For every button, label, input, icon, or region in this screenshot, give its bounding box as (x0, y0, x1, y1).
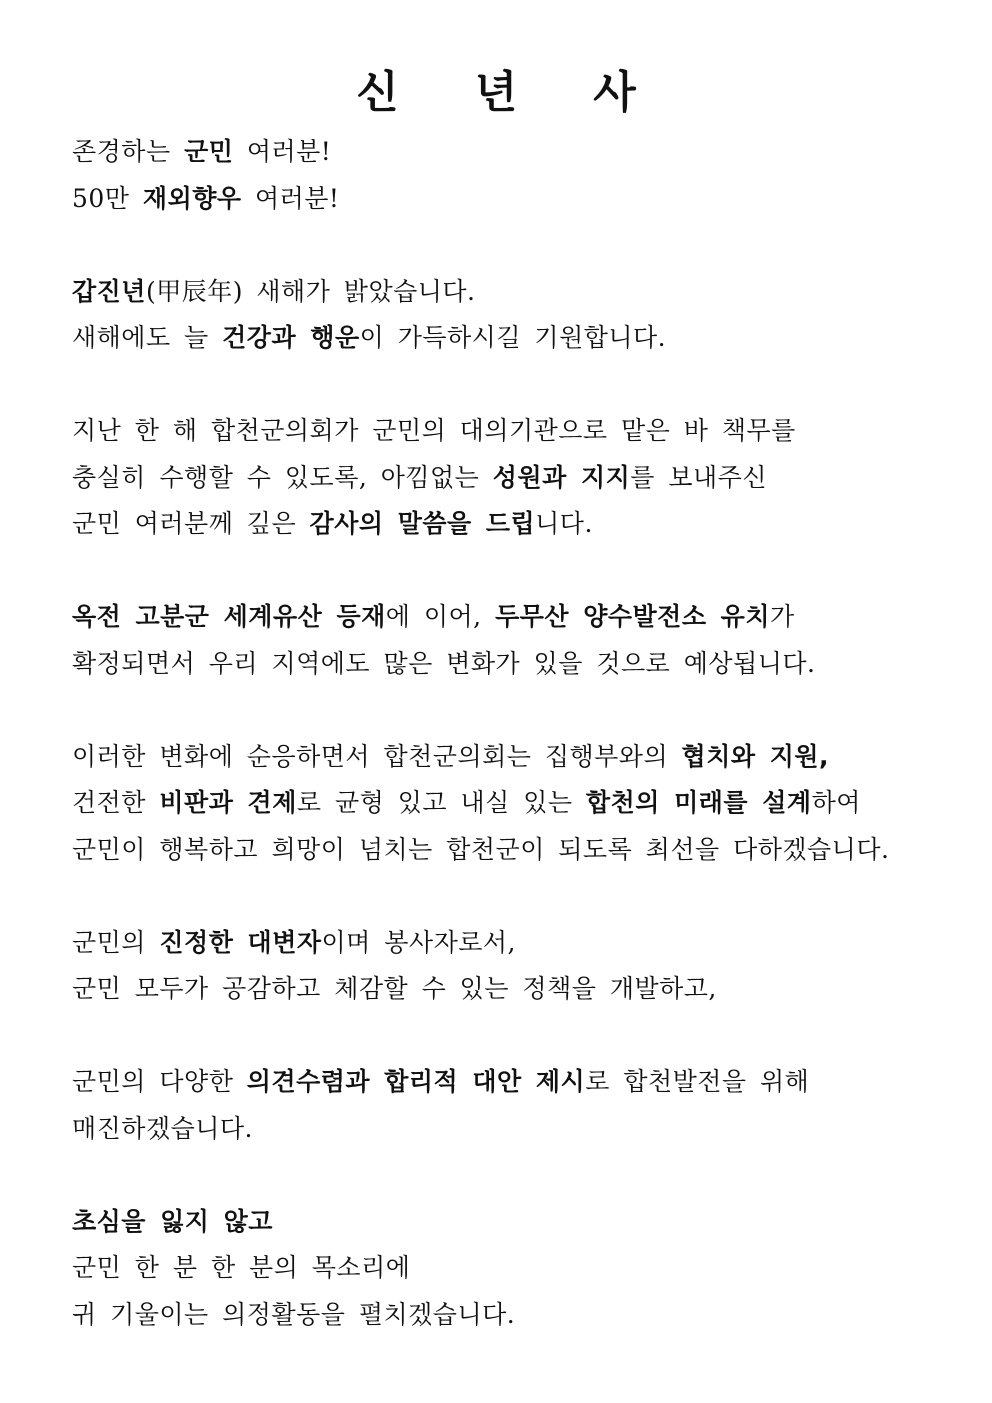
text-line (72, 1059, 952, 1106)
body-text: 매진하겠습니다. (72, 1113, 253, 1143)
emphasis-text: 비판과 견제 (159, 788, 297, 817)
body-text: 가 (769, 602, 795, 631)
emphasis-text: 의견수렴과 합리적 대안 제시 (246, 1067, 586, 1096)
text-line (72, 455, 952, 502)
body-text: 새해에도 늘 (72, 323, 223, 352)
title-char-3: 사 (593, 67, 636, 118)
body-text: 군민 여러분께 깊은 (72, 509, 310, 538)
body-text: 충실히 수행할 수 있도록, 아낌없는 (72, 462, 493, 492)
emphasis-text: 갑진년 (72, 276, 146, 306)
body-text: 니다. (535, 509, 593, 538)
text-line (72, 269, 952, 316)
text-line (72, 594, 952, 641)
body-text: 군민의 (72, 927, 160, 957)
body-text: 50만 (72, 183, 143, 213)
text-line (72, 408, 952, 455)
title-char-2: 년 (474, 67, 518, 118)
body-text: 로 합천발전을 위해 (585, 1067, 810, 1096)
text-line (72, 641, 952, 688)
body-text: 에 이어, (385, 602, 496, 631)
text-line (72, 315, 952, 362)
text-line (72, 1292, 952, 1339)
body-text: 군민 모두가 공감하고 체감할 수 있는 정책을 개발하고, (72, 974, 717, 1003)
blank-line (72, 1152, 952, 1199)
text-line (72, 966, 952, 1013)
blank-line (72, 222, 952, 269)
blank-line (72, 548, 952, 595)
body-text: 건전한 (72, 788, 160, 817)
text-line (72, 734, 952, 781)
emphasis-text: 감사의 말씀을 드립 (309, 509, 536, 538)
body-text: 군민의 다양한 (72, 1067, 247, 1096)
body-text: (甲辰年) 새해가 밝았습니다. (145, 276, 476, 306)
text-line (72, 1245, 952, 1292)
body-text: 군민이 행복하고 희망이 넘치는 합천군이 되도록 최선을 다하겠습니다. (72, 834, 890, 864)
letter-body (72, 129, 952, 1338)
emphasis-text: 초심을 잃지 않고 (72, 1206, 273, 1236)
blank-line (72, 1013, 952, 1060)
body-text: 여러분! (233, 137, 332, 166)
text-line (72, 1106, 952, 1153)
emphasis-text: 성원과 지지 (492, 462, 631, 492)
body-text: 확정되면서 우리 지역에도 많은 변화가 있을 것으로 예상됩니다. (72, 648, 816, 678)
blank-line (72, 687, 952, 734)
body-text: 지난 한 해 합천군의회가 군민의 대의기관으로 맡은 바 책무를 (72, 416, 796, 445)
page-title (0, 58, 992, 128)
text-line (72, 780, 952, 827)
emphasis-text: 군민 (184, 137, 234, 166)
body-text: 여러분! (241, 183, 340, 213)
body-text: 군민 한 분 한 분의 목소리에 (72, 1253, 411, 1282)
body-text: 하여 (811, 788, 861, 817)
text-line (72, 129, 952, 176)
text-line (72, 501, 952, 548)
title-char-1: 신 (356, 67, 399, 118)
body-text: 이며 봉사자로서, (321, 927, 516, 957)
emphasis-text: 재외향우 (142, 183, 242, 213)
body-text: 이 가득하시길 기원합니다. (359, 323, 667, 352)
emphasis-text: 옥전 고분군 세계유산 등재 (72, 602, 386, 631)
emphasis-text: 두무산 양수발전소 유치 (495, 602, 770, 631)
text-line (72, 1199, 952, 1246)
text-line (72, 176, 952, 223)
body-text: 이러한 변화에 순응하면서 합천군의회는 집행부와의 (72, 741, 682, 771)
blank-line (72, 362, 952, 409)
blank-line (72, 873, 952, 920)
body-text: 로 균형 있고 내실 있는 (296, 788, 586, 817)
emphasis-text: 건강과 행운 (222, 323, 360, 352)
body-text: 귀 기울이는 의정활동을 펼치겠습니다. (72, 1299, 516, 1329)
text-line (72, 920, 952, 967)
emphasis-text: 진정한 대변자 (159, 927, 322, 957)
text-line (72, 827, 952, 874)
body-text: 존경하는 (72, 137, 185, 166)
emphasis-text: 협치와 지원, (681, 741, 829, 771)
body-text: 를 보내주신 (630, 462, 767, 492)
emphasis-text: 합천의 미래를 설계 (585, 788, 812, 817)
